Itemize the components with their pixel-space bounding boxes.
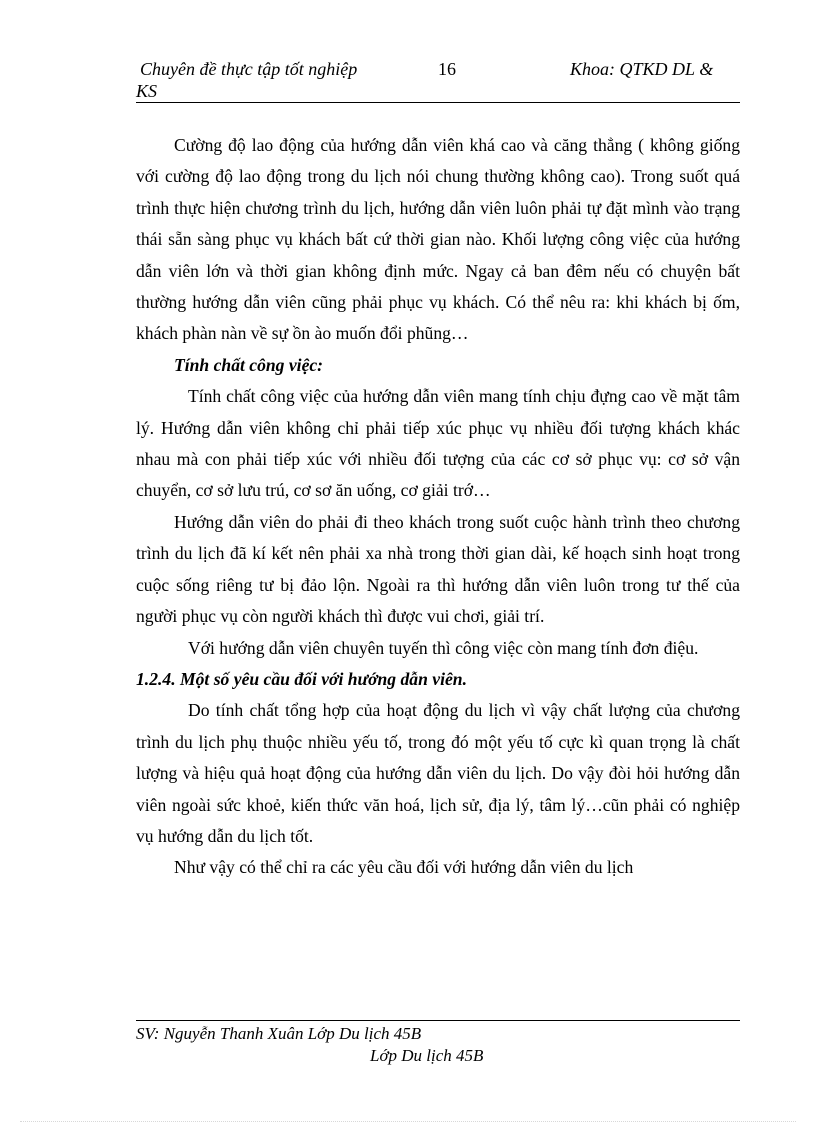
header-title: Chuyên đề thực tập tốt nghiệp (140, 59, 358, 79)
footer-rule (136, 1020, 740, 1021)
page-edge-dotted-line (20, 1121, 796, 1122)
header-department-wrap: KS (136, 81, 158, 101)
section-heading-requirements: 1.2.4. Một số yêu cầu đối với hướng dẫn viên. (136, 668, 467, 689)
paragraph-travel-life: Hướng dẫn viên do phải đi theo khách trong suốt cuộc hành trình theo chương trình du lịch đã kí kết nên phải xa nhà trong thời gian dài, kế hoạch sinh hoạt trong cuộc sống riêng tư bị đảo lộn. Ngoài ra thì hướng dẫn viên luôn trong tư thế của người phục vụ còn người khách thì được vui chơi, giải trí. (136, 511, 740, 627)
paragraph-requirements-intro: Như vậy có thể chỉ ra các yêu cầu đối với hướng dẫn viên du lịch (174, 857, 634, 878)
heading-work-nature: Tính chất công việc: (174, 354, 324, 375)
header-department: Khoa: QTKD DL & (570, 59, 714, 79)
footer-student: SV: Nguyễn Thanh Xuân Lớp Du lịch 45B (136, 1024, 422, 1043)
page-number: 16 (438, 59, 456, 79)
paragraph-quality-factors: Do tính chất tổng hợp của hoạt động du lịch vì vậy chất lượng của chương trình du lịch phụ thuộc nhiều yếu tố, trong đó một yếu tố cực kì quan trọng là chất lượng và hiệu quả hoạt động của hướng dẫn viên du lịch. Do vậy đòi hỏi hướng dẫn viên ngoài sức khoẻ, kiến thức văn hoá, lịch sử, địa lý, tâm lý…cũn phải có nghiệp vụ hướng dẫn du lịch tốt. (136, 700, 740, 846)
paragraph-route-guides: Với hướng dẫn viên chuyên tuyến thì công việc còn mang tính đơn điệu. (188, 637, 699, 658)
document-body (136, 130, 740, 884)
header-rule (136, 102, 740, 103)
footer-class: Lớp Du lịch 45B (370, 1046, 484, 1065)
paragraph-work-intensity: Cường độ lao động của hướng dẫn viên khá cao và căng thẳng ( không giống với cường độ lao động trong du lịch nói chung thường không cao). Trong suốt quá trình thực hiện chương trình du lịch, hướng dẫn viên luôn phải tự đặt mình vào trạng thái sẵn sàng phục vụ khách bất cứ thời gian nào. Khối lượng công việc của hướng dẫn viên lớn và thời gian không định mức. Ngay cả ban đêm nếu có chuyện bất thường hướng dẫn viên cũng phải phục vụ khách. Có thể nêu ra: khi khách bị ốm, khách phàn nàn về sự ồn ào muốn đổi phũng… (136, 135, 740, 344)
paragraph-work-nature: Tính chất công việc của hướng dẫn viên mang tính chịu đựng cao về mặt tâm lý. Hướng dẫn viên không chỉ phải tiếp xúc phục vụ nhiều đối tượng khách khác nhau mà con phải tiếp xúc với nhiều đối tượng của các cơ sở phục vụ: cơ sở vận chuyển, cơ sở lưu trú, cơ sơ ăn uống, cơ giải trớ… (136, 386, 740, 501)
